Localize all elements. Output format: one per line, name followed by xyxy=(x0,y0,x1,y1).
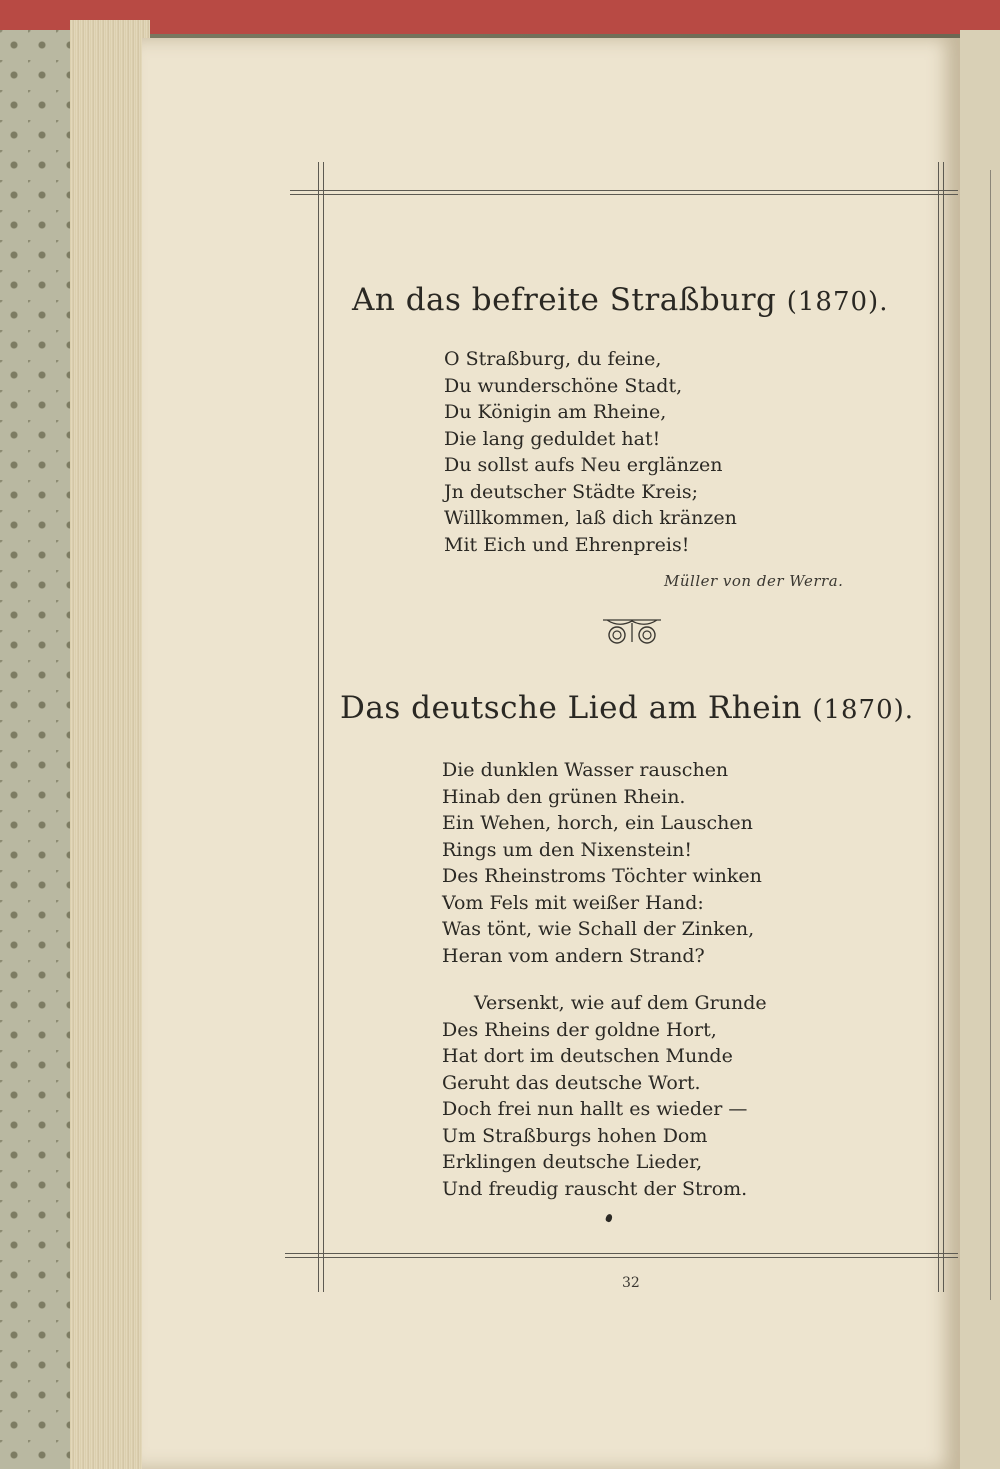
poem1-line: Du Königin am Rheine, xyxy=(444,401,667,423)
poem2-line: Was tönt, wie Schall der Zinken, xyxy=(442,918,755,940)
facing-page xyxy=(960,30,1000,1469)
poem1-year: (1870). xyxy=(786,287,889,317)
book-page xyxy=(142,38,960,1469)
poem2-line: Versenkt, wie auf dem Grunde xyxy=(474,992,767,1014)
page-number: 32 xyxy=(622,1275,640,1291)
frame-top-rule-2 xyxy=(290,194,958,195)
frame-bottom-rule-2 xyxy=(285,1257,958,1258)
endpaper-pattern xyxy=(0,30,74,1469)
poem1-line: Du sollst aufs Neu erglänzen xyxy=(444,454,723,476)
poem2-line: Hinab den grünen Rhein. xyxy=(442,785,686,808)
poem2-line: Ein Wehen, horch, ein Lauschen xyxy=(442,812,753,834)
page-edges xyxy=(70,20,150,1469)
poem1-line: Mit Eich und Ehrenpreis! xyxy=(444,533,690,556)
frame-right-rule-2 xyxy=(943,162,944,1292)
poem2-line: Erklingen deutsche Lieder, xyxy=(442,1151,703,1173)
poem2-title xyxy=(340,690,1000,726)
poem2-line: Geruht das deutsche Wort. xyxy=(442,1071,701,1094)
frame-left-rule xyxy=(318,162,319,1292)
book-cover-top xyxy=(0,0,1000,34)
frame-top-rule xyxy=(290,190,958,191)
poem1-line: Du wunderschöne Stadt, xyxy=(444,374,683,397)
frame-right-rule xyxy=(938,162,939,1292)
poem1-title-text: An das befreite Straßburg xyxy=(352,282,777,318)
poem2-stanza-2 xyxy=(442,990,767,1202)
poem2-line: Des Rheinstroms Töchter winken xyxy=(442,865,762,887)
poem2-year: (1870). xyxy=(812,695,915,725)
poem1-line: O Straßburg, du feine, xyxy=(444,348,662,370)
poem2-line: Die dunklen Wasser rauschen xyxy=(442,759,729,781)
poem2-line: Und freudig rauscht der Strom. xyxy=(442,1177,748,1200)
poem2-title-text: Das deutsche Lied am Rhein xyxy=(340,690,802,726)
frame-left-rule-2 xyxy=(323,162,324,1292)
poem2-line: Heran vom andern Strand? xyxy=(442,944,705,967)
poem1-title xyxy=(352,282,1000,318)
poem2-line: Um Straßburgs hohen Dom xyxy=(442,1124,708,1147)
poem1-body xyxy=(444,346,737,558)
vignette-ornament-icon xyxy=(599,618,665,646)
poem1-line: Jn deutscher Städte Kreis; xyxy=(444,480,698,503)
poem2-line: Vom Fels mit weißer Hand: xyxy=(442,891,704,914)
poem2-line: Rings um den Nixenstein! xyxy=(442,838,693,861)
poem2-line: Hat dort im deutschen Munde xyxy=(442,1045,733,1067)
frame-bottom-rule xyxy=(285,1253,958,1254)
poem2-line: Doch frei nun hallt es wieder — xyxy=(442,1098,748,1120)
poem2-stanza-1 xyxy=(442,757,762,969)
poem1-line: Die lang geduldet hat! xyxy=(444,427,661,450)
poem2-line: Des Rheins der goldne Hort, xyxy=(442,1018,717,1041)
poem1-author: Müller von der Werra. xyxy=(664,572,844,590)
poem1-line: Willkommen, laß dich kränzen xyxy=(444,507,737,529)
